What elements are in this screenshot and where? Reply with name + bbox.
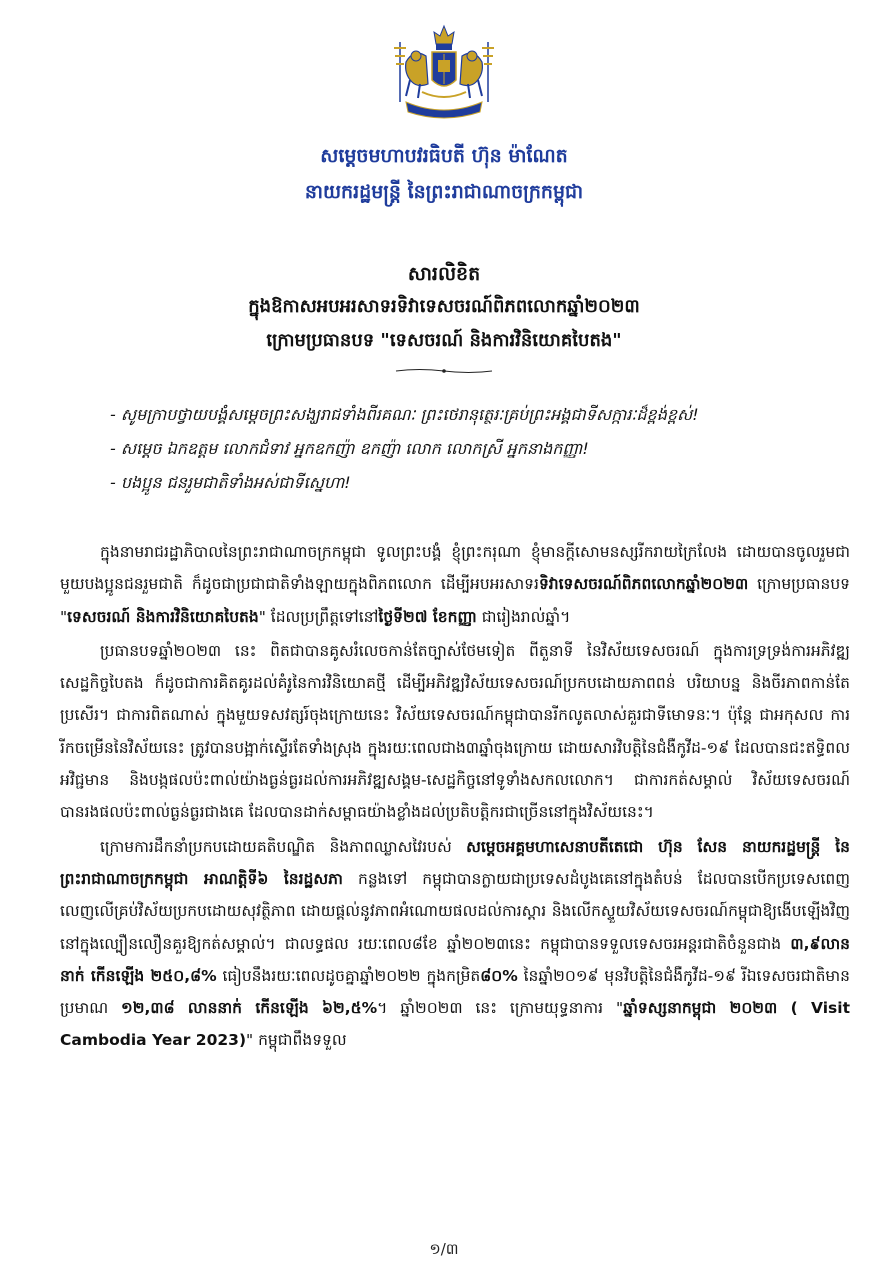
text-run: ។ ឆ្នាំ២០២៣ នេះ ក្រោមយុទ្ធនាការ " — [377, 999, 624, 1018]
bold-run: ៨០% — [480, 966, 518, 985]
document-type-heading: សារលិខិត — [407, 263, 481, 285]
letter-body — [60, 536, 850, 1059]
bold-run: ទេសចរណ៍ និងការវិនិយោគបៃតង — [67, 607, 259, 626]
text-run: ជារៀងរាល់ឆ្នាំ។ — [476, 607, 571, 626]
bold-run: ឆ្នាំទស្សនាកម្ពុជា ២០២៣ — [623, 999, 778, 1018]
text-run: ធៀបនឹងរយៈពេលដូចគ្នាឆ្នាំ២០២២ ក្នុងកម្រិត — [216, 966, 481, 985]
text-run: ក្រោមប្រធានបទ " — [60, 575, 850, 626]
greetings-list — [110, 398, 850, 500]
paragraph-3 — [60, 831, 850, 1057]
text-run: កន្លងទៅ កម្ពុជាបានក្លាយជាប្រទេសដំបូងគេនៅក្នុងតំបន់ ដែលបានបើកប្រទេសពេញលេញលើគ្រប់វិស័យប្រកបដោយសុវត្ថិភាព ដោយផ្ដល់នូវភាពអំណោយផលដល់ការស្ដារ និងលើកស្ទួយវិស័យទេសចរណ៍កម្ពុជាឱ្យងើបឡើងវិញនៅក្នុងល្បឿនលឿនគួរឱ្យកត់សម្គាល់។ ជាលទ្ធផល រយៈពេល៨ខែ ឆ្នាំ២០២៣នេះ កម្ពុជាបានទទួលទេសចរអន្តរជាតិចំនួនជាង — [60, 869, 851, 953]
bold-run: ថ្ងៃទី២៧ ខែកញ្ញា — [378, 607, 477, 626]
signatory-title: នាយករដ្ឋមន្ត្រី នៃព្រះរាជាណាចក្រកម្ពុជា — [304, 181, 584, 203]
royal-emblem-icon — [392, 22, 496, 126]
bold-run: សម្ដេចអគ្គមហាសេនាបតីតេជោ ហ៊ុន សែន នាយករដ្ឋមន្ត្រី នៃព្រះរាជាណាចក្រកម្ពុជា អាណត្តិទី៦ នៃរដ្ឋសភា — [60, 837, 850, 888]
signatory-name: សម្ដេចមហាបវរធិបតី ហ៊ុន ម៉ាណែត — [320, 145, 568, 167]
bold-run: ១២,៣៨ លាននាក់ កើនឡើង ៦២,៥% — [121, 999, 378, 1018]
text-run: " ដែលប្រព្រឹត្តទៅនៅ — [258, 607, 379, 626]
page-number: ១/៣ — [429, 1240, 459, 1258]
paragraph-2: ប្រធានបទឆ្នាំ២០២៣ នេះ ពិតជាបានគូសរំលេចកាន់តែច្បាស់ថែមទៀត ពីតួនាទី នៃវិស័យទេសចរណ៍ ក្នុងការទ្រទ្រង់ការអភិវឌ្ឍសេដ្ឋកិច្ចបៃតង ក៏ដូចជាការគិតគូរដល់គំរូនៃការវិនិយោគថ្មី ដើម្បីអភិវឌ្ឍវិស័យទេសចរណ៍ប្រកបដោយភាពពន់ បរិយាបន្ន និងចីរភាពកាន់តែប្រសើរ។ ជាការពិតណាស់ ក្នុងមួយទសវត្សរ៍ចុងក្រោយនេះ វិស័យទេសចរណ៍កម្ពុជាបានរីកលូតលាស់គួរជាទីមោទនៈ។ ប៉ុន្តែ ជាអកុសល ការរីកចម្រើននៃវិស័យនេះ ត្រូវបានបង្អាក់ស្ទើរតែទាំងស្រុង ក្នុងរយៈពេលជាង៣ឆ្នាំចុងក្រោយ ដោយសារវិបត្តិនៃជំងឺកូវីដ-១៩ ដែលបានជះឥទ្ធិពលអវិជ្ជមាន និងបង្កផលប៉ះពាល់យ៉ាងធ្ងន់ធ្ងរដល់ការអភិវឌ្ឍសង្គម-សេដ្ឋកិច្ចនៅទូទាំងសកលលោក។ ជាការកត់សម្គាល់ វិស័យទេសចរណ៍ បានរងផលប៉ះពាល់ធ្ងន់ធ្ងរជាងគេ ដែលបានដាក់សម្ពាធយ៉ាងខ្លាំងដល់ប្រតិបត្តិករជាច្រើននៅក្នុងវិស័យនេះ។ — [60, 641, 850, 822]
bold-run: ( Visit Cambodia Year 2023) — [60, 999, 851, 1050]
greeting-line: - សម្ដេច ឯកឧត្ដម លោកជំទាវ អ្នកឧកញ៉ា ឧកញ៉ា លោក លោកស្រី អ្នកនាងកញ្ញា! — [110, 439, 589, 458]
bold-run: ៣,៩លាននាក់ កើនឡើង ២៥០,៨% — [60, 934, 850, 985]
document-theme-heading: ក្រោមប្រធានបទ "ទេសចរណ៍ និងការវិនិយោគបៃតង" — [266, 330, 622, 351]
document-occasion-heading: ក្នុងឱកាសអបអរសាទរទិវាទេសចរណ៍ពិភពលោកឆ្នាំ២០២៣ — [248, 296, 640, 317]
bold-run: ទិវាទេសចរណ៍ពិភពលោកឆ្នាំ២០២៣ — [538, 575, 749, 594]
paragraph-1 — [60, 536, 850, 633]
text-run: ក្រោមការដឹកនាំប្រកបដោយគតិបណ្ឌិត និងភាពឈ្លាសវៃរបស់ — [100, 837, 467, 856]
ornamental-divider-icon — [394, 366, 494, 376]
greeting-line: - បងប្អូន ជនរួមជាតិទាំងអស់ជាទីស្នេហា! — [110, 473, 351, 492]
text-run: " កម្ពុជាពឹងទទួល — [246, 1031, 347, 1050]
text-run: ក្នុងនាមរាជរដ្ឋាភិបាលនៃព្រះរាជាណាចក្រកម្ពុជា ទូលព្រះបង្គំ ខ្ញុំព្រះករុណា ខ្ញុំមានក្ដីសោមនស្សរីករាយក្រៃលែង ដោយបានចូលរួមជាមួយបងប្អូនជនរួមជាតិ ក៏ដូចជាប្រជាជាតិទាំងឡាយក្នុងពិភពលោក ដើម្បីអបអរសាទរ — [60, 543, 850, 594]
text-run: នៃឆ្នាំ២០១៩ មុនវិបត្តិនៃជំងឺកូវីដ-១៩ រីឯទេសចរជាតិមានប្រមាណ — [60, 966, 851, 1018]
greeting-line: - សូមក្រាបថ្វាយបង្គំសម្ដេចព្រះសង្ឃរាជទាំងពីរគណៈ ព្រះថេរានុត្ថេរៈគ្រប់ព្រះអង្គជាទីសក្ការៈដ៏ខ្ពង់ខ្ពស់! — [110, 405, 699, 424]
